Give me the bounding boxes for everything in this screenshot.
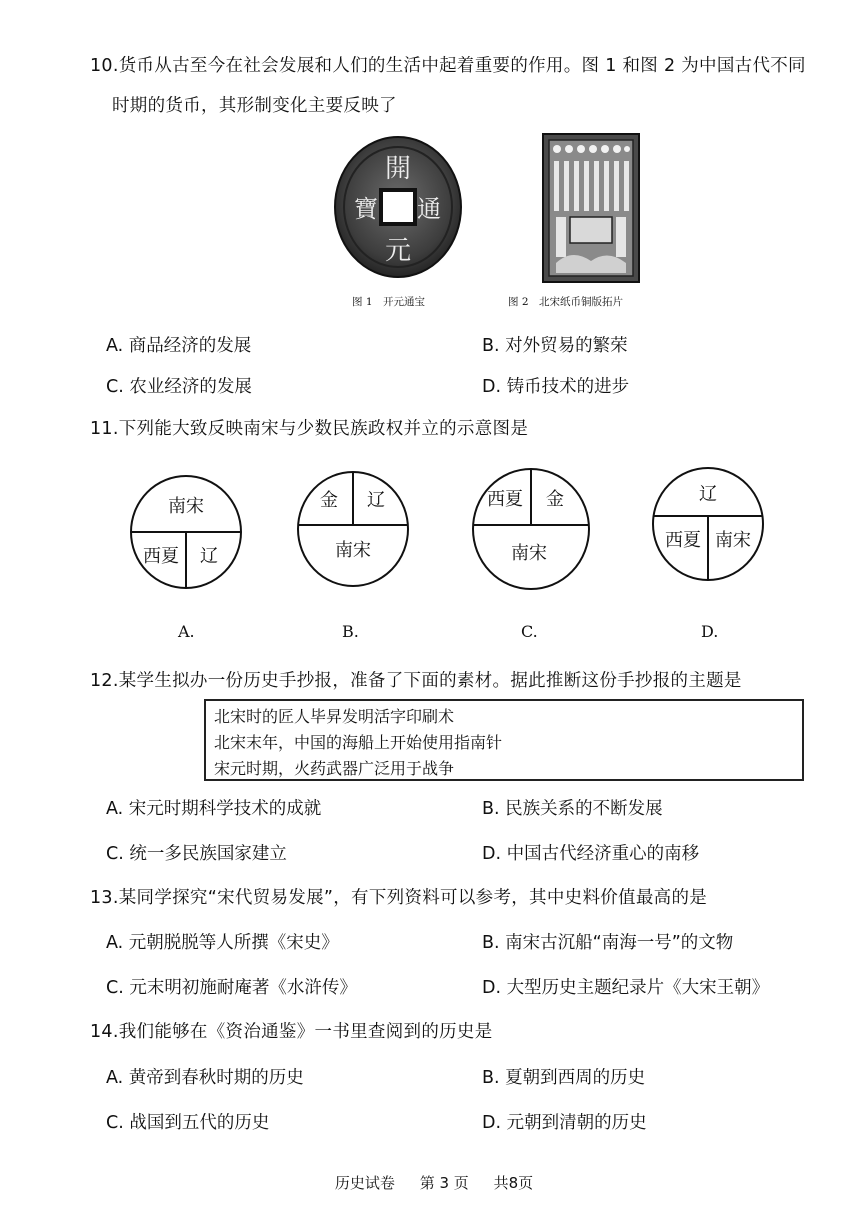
q12-stem: 12.某学生拟办一份历史手抄报，准备了下面的素材。据此推断这份手抄报的主题是	[90, 671, 742, 691]
q11-diagram-c	[471, 467, 591, 591]
q11-letter-d[interactable]: D.	[701, 622, 719, 641]
kaiyuan-coin-image	[333, 135, 463, 283]
q11-stem: 11.下列能大致反映南宋与少数民族政权并立的示意图是	[90, 419, 529, 439]
q12-material-line-2: 北宋末年，中国的海船上开始使用指南针	[214, 733, 503, 752]
q13-option-d[interactable]: D. 大型历史主题纪录片《大宋王朝》	[482, 978, 770, 998]
footer-total-pages: 共8页	[493, 1174, 534, 1192]
coin-glyph-top: 開	[384, 154, 412, 184]
q13-option-b[interactable]: B. 南宋古沉船“南海一号”的文物	[482, 933, 734, 953]
diagram-b-label-left: 金	[320, 490, 338, 511]
q13-stem: 13.某同学探究“宋代贸易发展”，有下列资料可以参考，其中史料价值最高的是	[90, 888, 708, 908]
q11-letter-a[interactable]: A.	[178, 622, 195, 641]
q12-option-c[interactable]: C. 统一多民族国家建立	[106, 844, 287, 864]
figure2-caption: 图 2 北宋纸币铜版拓片	[508, 296, 624, 308]
coin-glyph-bottom: 元	[384, 236, 412, 266]
q10-option-c[interactable]: C. 农业经济的发展	[106, 377, 252, 397]
song-banknote-rubbing-image	[542, 133, 640, 283]
q14-option-b[interactable]: B. 夏朝到西周的历史	[482, 1068, 646, 1088]
diagram-b-label-right: 辽	[367, 490, 385, 511]
coin-glyph-left: 寶	[354, 195, 378, 223]
q12-material-line-1: 北宋时的匠人毕昇发明活字印刷术	[214, 707, 455, 726]
diagram-c-label-bottom: 南宋	[511, 543, 547, 564]
q11-diagram-d	[651, 466, 765, 582]
diagram-a-label-right: 辽	[200, 546, 218, 567]
footer-subject: 历史试卷	[334, 1174, 395, 1192]
q10-stem-line1: 10.货币从古至今在社会发展和人们的生活中起着重要的作用。图 1 和图 2 为中国古代不同	[90, 56, 806, 76]
q10-option-a[interactable]: A. 商品经济的发展	[106, 336, 252, 356]
diagram-a-label-top: 南宋	[168, 496, 204, 517]
q12-material-box	[204, 699, 804, 781]
q14-option-c[interactable]: C. 战国到五代的历史	[106, 1113, 270, 1133]
q14-option-d[interactable]: D. 元朝到清朝的历史	[482, 1113, 647, 1133]
q11-letter-c[interactable]: C.	[521, 622, 538, 641]
coin-glyph-right: 通	[417, 195, 441, 223]
diagram-b-label-bottom: 南宋	[335, 540, 371, 561]
q11-letter-b[interactable]: B.	[342, 622, 359, 641]
diagram-a-label-left: 西夏	[143, 546, 179, 567]
q11-diagram-b	[296, 470, 410, 588]
q12-option-d[interactable]: D. 中国古代经济重心的南移	[482, 844, 700, 864]
q14-option-a[interactable]: A. 黄帝到春秋时期的历史	[106, 1068, 304, 1088]
figure1-caption: 图 1 开元通宝	[352, 296, 426, 308]
q10-stem-line2: 时期的货币，其形制变化主要反映了	[112, 96, 397, 116]
footer-page-number: 第 3 页	[419, 1174, 469, 1192]
diagram-c-label-left: 西夏	[487, 489, 523, 510]
diagram-d-label-left: 西夏	[665, 530, 701, 551]
q12-material-line-3: 宋元时期，火药武器广泛用于战争	[214, 759, 455, 778]
q12-option-b[interactable]: B. 民族关系的不断发展	[482, 799, 663, 819]
q10-option-b[interactable]: B. 对外贸易的繁荣	[482, 336, 628, 356]
q13-option-c[interactable]: C. 元末明初施耐庵著《水浒传》	[106, 978, 357, 998]
q10-option-d[interactable]: D. 铸币技术的进步	[482, 377, 630, 397]
diagram-c-label-right: 金	[546, 489, 564, 510]
q13-option-a[interactable]: A. 元朝脱脱等人所撰《宋史》	[106, 933, 339, 953]
q12-option-a[interactable]: A. 宋元时期科学技术的成就	[106, 799, 322, 819]
page-footer	[0, 1172, 868, 1193]
diagram-d-label-right: 南宋	[715, 530, 751, 551]
q11-diagram-a	[129, 474, 243, 590]
q14-stem: 14.我们能够在《资治通鉴》一书里查阅到的历史是	[90, 1022, 493, 1042]
diagram-d-label-top: 辽	[699, 484, 717, 505]
